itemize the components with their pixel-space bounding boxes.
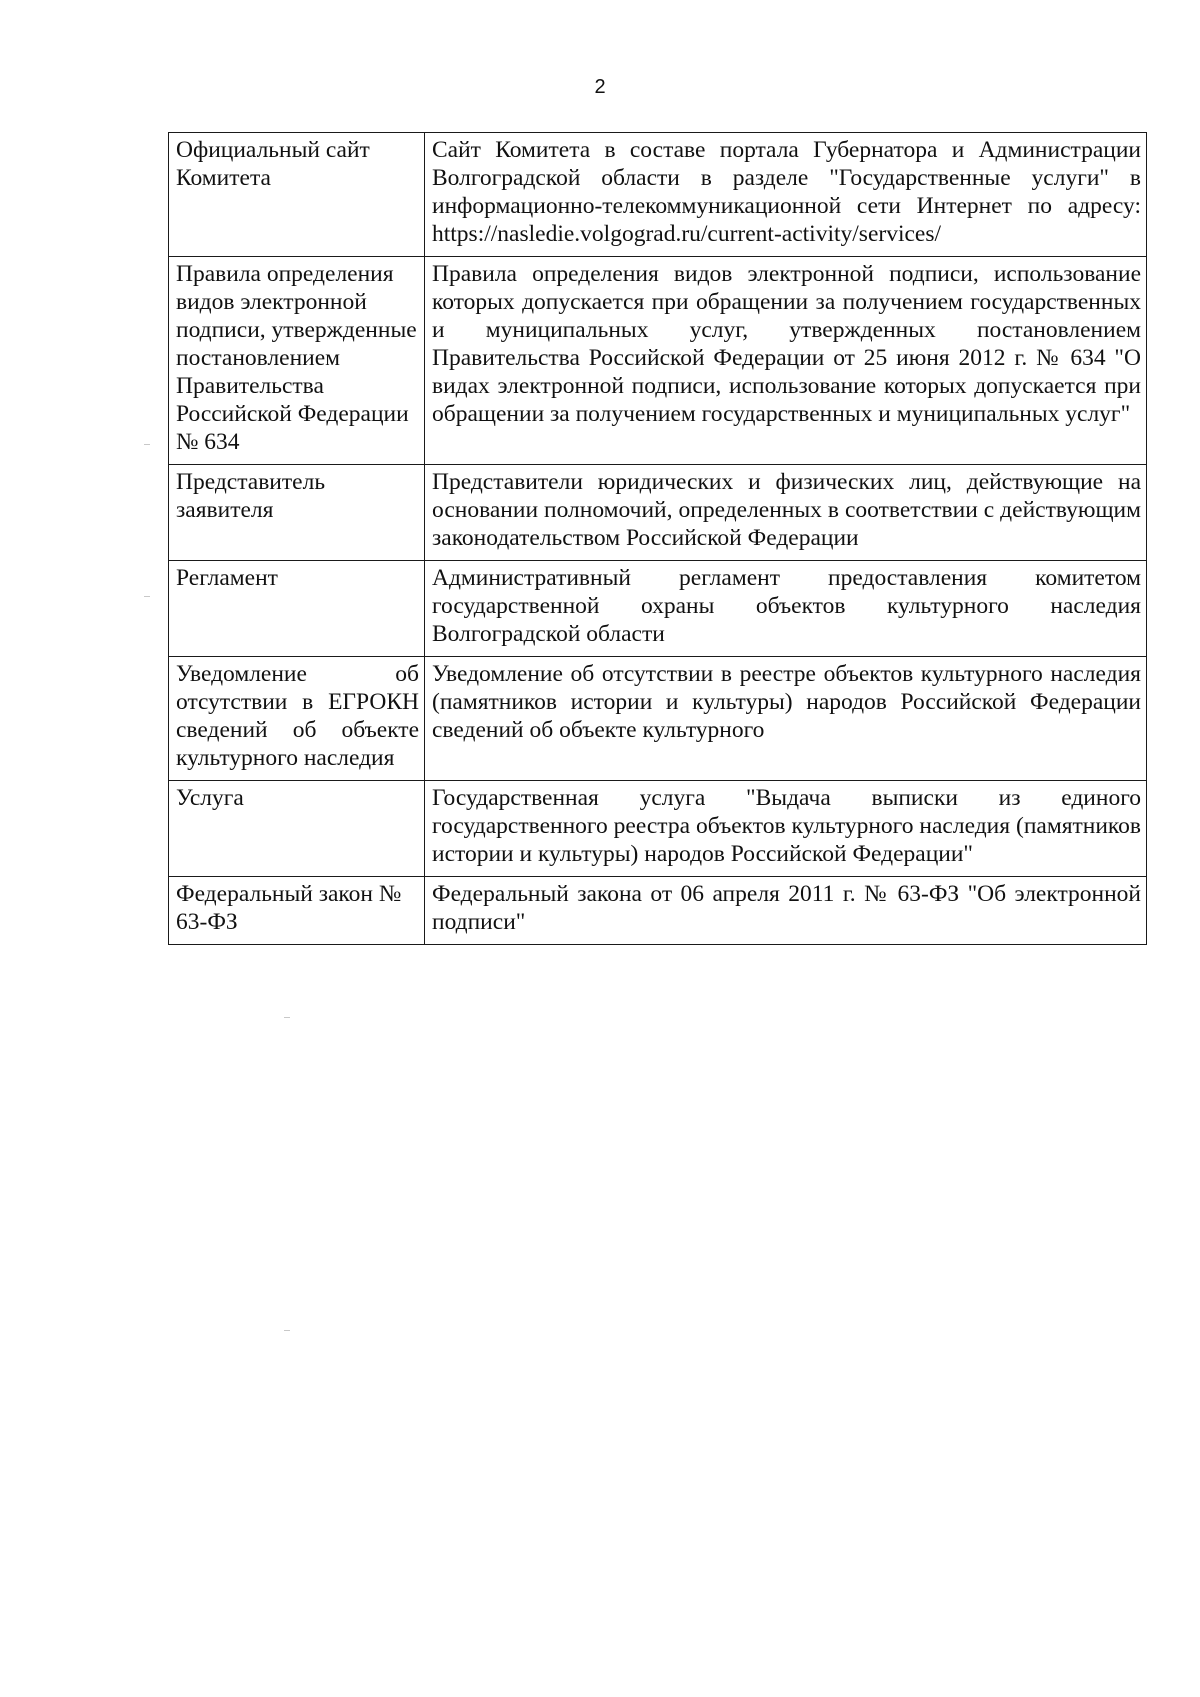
term-cell: Федеральный закон № 63-ФЗ xyxy=(169,877,425,945)
table-row xyxy=(169,561,1147,657)
scan-artifact xyxy=(284,1330,290,1331)
scan-artifact xyxy=(284,1017,290,1018)
scan-artifact xyxy=(144,444,150,445)
table-row xyxy=(169,465,1147,561)
description-cell: Административный регламент предоставления комитетом государственной охраны объектов культурного наследия Волгоградской области xyxy=(425,561,1147,657)
term-cell: Уведомление об отсутствии в ЕГРОКН сведений об объекте культурного наследия xyxy=(169,657,425,781)
table-row xyxy=(169,877,1147,945)
description-cell: Сайт Комитета в составе портала Губернатора и Администрации Волгоградской области в разделе "Государственные услуги" в информационно-телекоммуникационной сети Интернет по адресу: https://nasledie.volgograd.ru/current-activity/services/ xyxy=(425,133,1147,257)
table-row xyxy=(169,133,1147,257)
page-number: 2 xyxy=(594,76,606,98)
description-cell: Уведомление об отсутствии в реестре объектов культурного наследия (памятников истории и культуры) народов Российской Федерации сведений об объекте культурного xyxy=(425,657,1147,781)
table-row xyxy=(169,781,1147,877)
term-cell: Представитель заявителя xyxy=(169,465,425,561)
term-cell: Регламент xyxy=(169,561,425,657)
scan-artifact xyxy=(144,596,150,597)
description-cell: Государственная услуга "Выдача выписки из единого государственного реестра объектов культурного наследия (памятников истории и культуры) народов Российской Федерации" xyxy=(425,781,1147,877)
description-cell: Федеральный закона от 06 апреля 2011 г. № 63-ФЗ "Об электронной подписи" xyxy=(425,877,1147,945)
description-cell: Правила определения видов электронной подписи, использование которых допускается при обращении за получением государственных и муниципальных услуг, утвержденных постановлением Правительства Российской Федерации от 25 июня 2012 г. № 634 "О видах электронной подписи, использование которых допускается при обращении за получением государственных и муниципальных услуг" xyxy=(425,257,1147,465)
description-cell: Представители юридических и физических лиц, действующие на основании полномочий, определенных в соответствии с действующим законодательством Российской Федерации xyxy=(425,465,1147,561)
term-cell: Услуга xyxy=(169,781,425,877)
definitions-table xyxy=(168,132,1147,945)
term-cell: Официальный сайт Комитета xyxy=(169,133,425,257)
table-row xyxy=(169,257,1147,465)
table-row xyxy=(169,657,1147,781)
term-cell: Правила определения видов электронной подписи, утвержденные постановлением Правительства Российской Федерации № 634 xyxy=(169,257,425,465)
